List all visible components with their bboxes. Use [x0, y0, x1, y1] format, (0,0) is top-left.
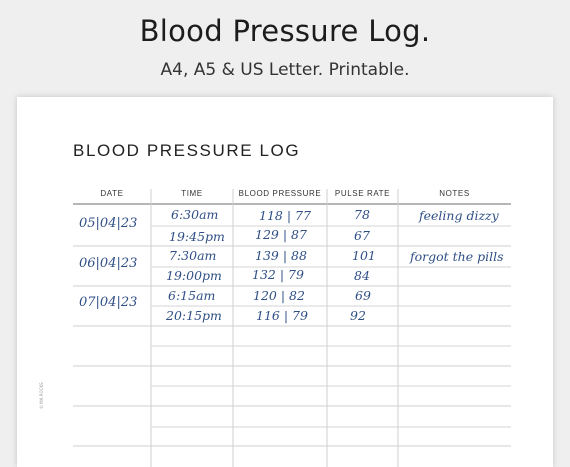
entry-date: 07|04|23	[79, 295, 138, 310]
reading-time: 19:00pm	[166, 268, 222, 283]
column-header-pulse-rate: PULSE RATE	[334, 189, 391, 198]
sheet-credit: © MA ROCKS	[39, 382, 44, 409]
reading-blood-pressure: 129 | 87	[255, 227, 307, 242]
reading-blood-pressure: 132 | 79	[252, 267, 304, 282]
reading-blood-pressure: 139 | 88	[255, 248, 307, 263]
reading-pulse: 101	[352, 248, 376, 263]
reading-blood-pressure: 118 | 77	[259, 208, 311, 223]
reading-note: feeling dizzy	[419, 208, 499, 223]
reading-blood-pressure: 120 | 82	[253, 288, 305, 303]
header-subtitle: A4, A5 & US Letter. Printable.	[160, 60, 410, 80]
log-sheet	[17, 97, 553, 467]
reading-time: 19:45pm	[169, 229, 225, 244]
reading-pulse: 67	[354, 228, 370, 243]
reading-time: 6:15am	[168, 288, 216, 303]
reading-time: 7:30am	[169, 248, 217, 263]
reading-time: 20:15pm	[166, 308, 222, 323]
reading-note: forgot the pills	[410, 249, 504, 264]
entry-date: 06|04|23	[79, 256, 138, 271]
column-header-date: DATE	[100, 189, 124, 198]
column-header-notes: NOTES	[439, 189, 470, 198]
reading-time: 6:30am	[171, 207, 219, 222]
header-title: Blood Pressure Log.	[139, 14, 431, 48]
reading-pulse: 69	[355, 288, 371, 303]
column-header-time: TIME	[181, 189, 203, 198]
log-grid	[17, 97, 553, 467]
reading-blood-pressure: 116 | 79	[256, 308, 308, 323]
reading-pulse: 78	[354, 207, 370, 222]
entry-date: 05|04|23	[79, 216, 138, 231]
column-header-blood-pressure: BLOOD PRESSURE	[238, 189, 322, 198]
reading-pulse: 84	[354, 268, 370, 283]
sheet-title: BLOOD PRESSURE LOG	[73, 141, 301, 160]
reading-pulse: 92	[350, 308, 366, 323]
